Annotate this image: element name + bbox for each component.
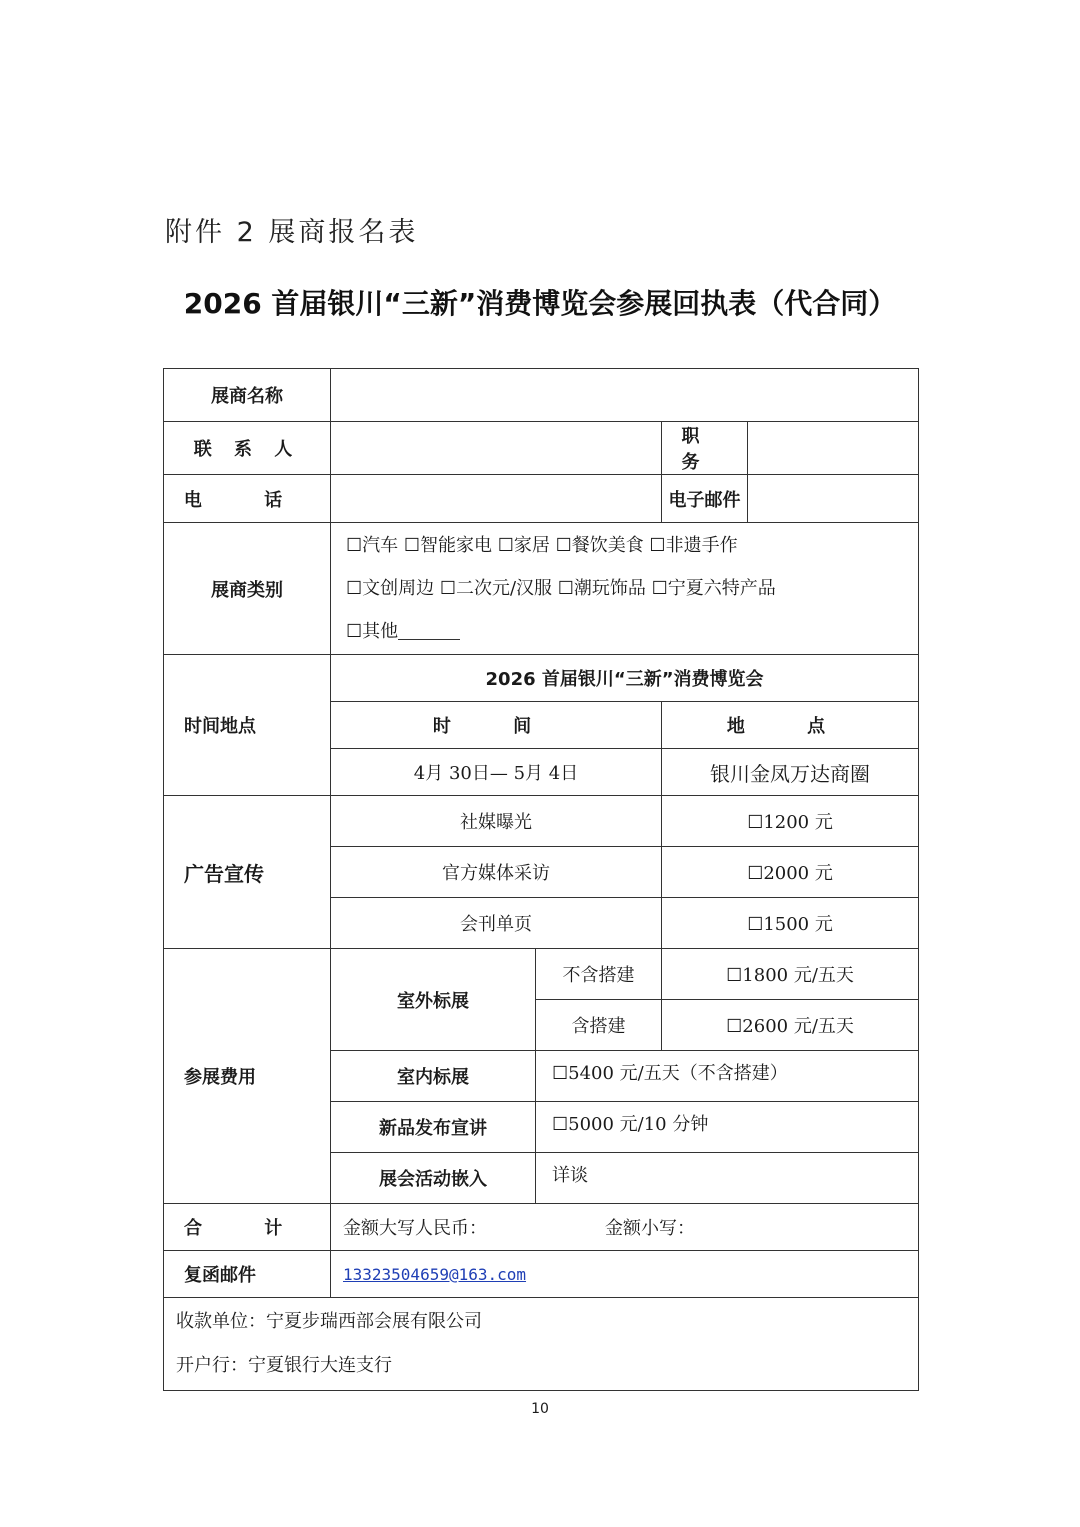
position-field[interactable] <box>748 422 919 475</box>
ad-item-1: 社媒曝光 <box>331 796 662 847</box>
indoor-label: 室内标展 <box>331 1051 536 1102</box>
outdoor-price-1[interactable]: ☐1800 元/五天 <box>662 949 919 1000</box>
payment-info-row <box>164 1298 919 1391</box>
phone-label: 电 话 <box>164 475 331 523</box>
category-line-1[interactable]: ☐汽车 ☐智能家电 ☐家居 ☐餐饮美食 ☐非遗手作 <box>346 535 738 556</box>
outdoor-type-1: 不含搭建 <box>536 949 662 1000</box>
place-header: 地 点 <box>662 702 919 749</box>
email-label: 电子邮件 <box>662 475 748 523</box>
ad-item-3: 会刊单页 <box>331 898 662 949</box>
total-row <box>164 1204 919 1251</box>
reply-email-row <box>164 1251 919 1298</box>
total-fields[interactable] <box>331 1204 919 1251</box>
contact-row <box>164 422 919 475</box>
exhibitor-name-row <box>164 369 919 422</box>
position-label: 职 务 <box>662 422 748 475</box>
reply-email-label: 复函邮件 <box>164 1251 331 1298</box>
attachment-heading: 附件 2 展商报名表 <box>165 217 419 248</box>
launch-label: 新品发布宣讲 <box>331 1102 536 1153</box>
phone-field[interactable] <box>331 475 662 523</box>
category-options[interactable] <box>331 523 919 655</box>
reply-email-link[interactable]: 13323504659@163.com <box>343 1264 527 1284</box>
activity-label: 展会活动嵌入 <box>331 1153 536 1204</box>
category-other-blank[interactable] <box>398 621 460 640</box>
ad-price-1[interactable]: ☐1200 元 <box>662 796 919 847</box>
outdoor-price-2[interactable]: ☐2600 元/五天 <box>662 1000 919 1051</box>
event-row <box>164 655 919 702</box>
contact-field[interactable] <box>331 422 662 475</box>
category-line-2[interactable]: ☐文创周边 ☐二次元/汉服 ☐潮玩饰品 ☐宁夏六特产品 <box>346 578 776 599</box>
payee: 收款单位：宁夏步瑞西部会展有限公司 <box>176 1311 482 1332</box>
total-upper: 金额大写人民币： <box>343 1218 487 1239</box>
ad-price-3[interactable]: ☐1500 元 <box>662 898 919 949</box>
indoor-price[interactable]: ☐5400 元/五天（不含搭建） <box>536 1051 919 1102</box>
total-lower: 金额小写： <box>605 1218 695 1239</box>
ad-item-2: 官方媒体采访 <box>331 847 662 898</box>
time-place-label: 时间地点 <box>164 655 331 796</box>
ad-price-2[interactable]: ☐2000 元 <box>662 847 919 898</box>
launch-price[interactable]: ☐5000 元/10 分钟 <box>536 1102 919 1153</box>
outdoor-label: 室外标展 <box>331 949 536 1051</box>
fee-outdoor-row-1 <box>164 949 919 1000</box>
activity-price: 详谈 <box>536 1153 919 1204</box>
payment-info <box>164 1298 919 1391</box>
phone-row <box>164 475 919 523</box>
ad-label: 广告宣传 <box>164 796 331 949</box>
contact-label: 联 系 人 <box>164 422 331 475</box>
place-value: 银川金凤万达商圈 <box>662 749 919 796</box>
page-title: 2026 首届银川“三新”消费博览会参展回执表（代合同） <box>183 287 897 320</box>
registration-form-table <box>163 368 919 1391</box>
email-field[interactable] <box>748 475 919 523</box>
category-other[interactable]: ☐其他 <box>346 621 399 642</box>
category-line-3[interactable] <box>331 610 918 653</box>
exhibitor-name-field[interactable] <box>331 369 919 422</box>
exhibitor-name-label: 展商名称 <box>164 369 331 422</box>
time-value: 4月 30日— 5月 4日 <box>331 749 662 796</box>
fee-label: 参展费用 <box>164 949 331 1204</box>
outdoor-type-2: 含搭建 <box>536 1000 662 1051</box>
time-header: 时 间 <box>331 702 662 749</box>
category-label: 展商类别 <box>164 523 331 655</box>
event-name: 2026 首届银川“三新”消费博览会 <box>331 655 919 702</box>
ad-row-1 <box>164 796 919 847</box>
page-number: 10 <box>531 1401 549 1417</box>
bank: 开户行：宁夏银行大连支行 <box>176 1355 392 1376</box>
category-row <box>164 523 919 655</box>
total-label: 合 计 <box>164 1204 331 1251</box>
